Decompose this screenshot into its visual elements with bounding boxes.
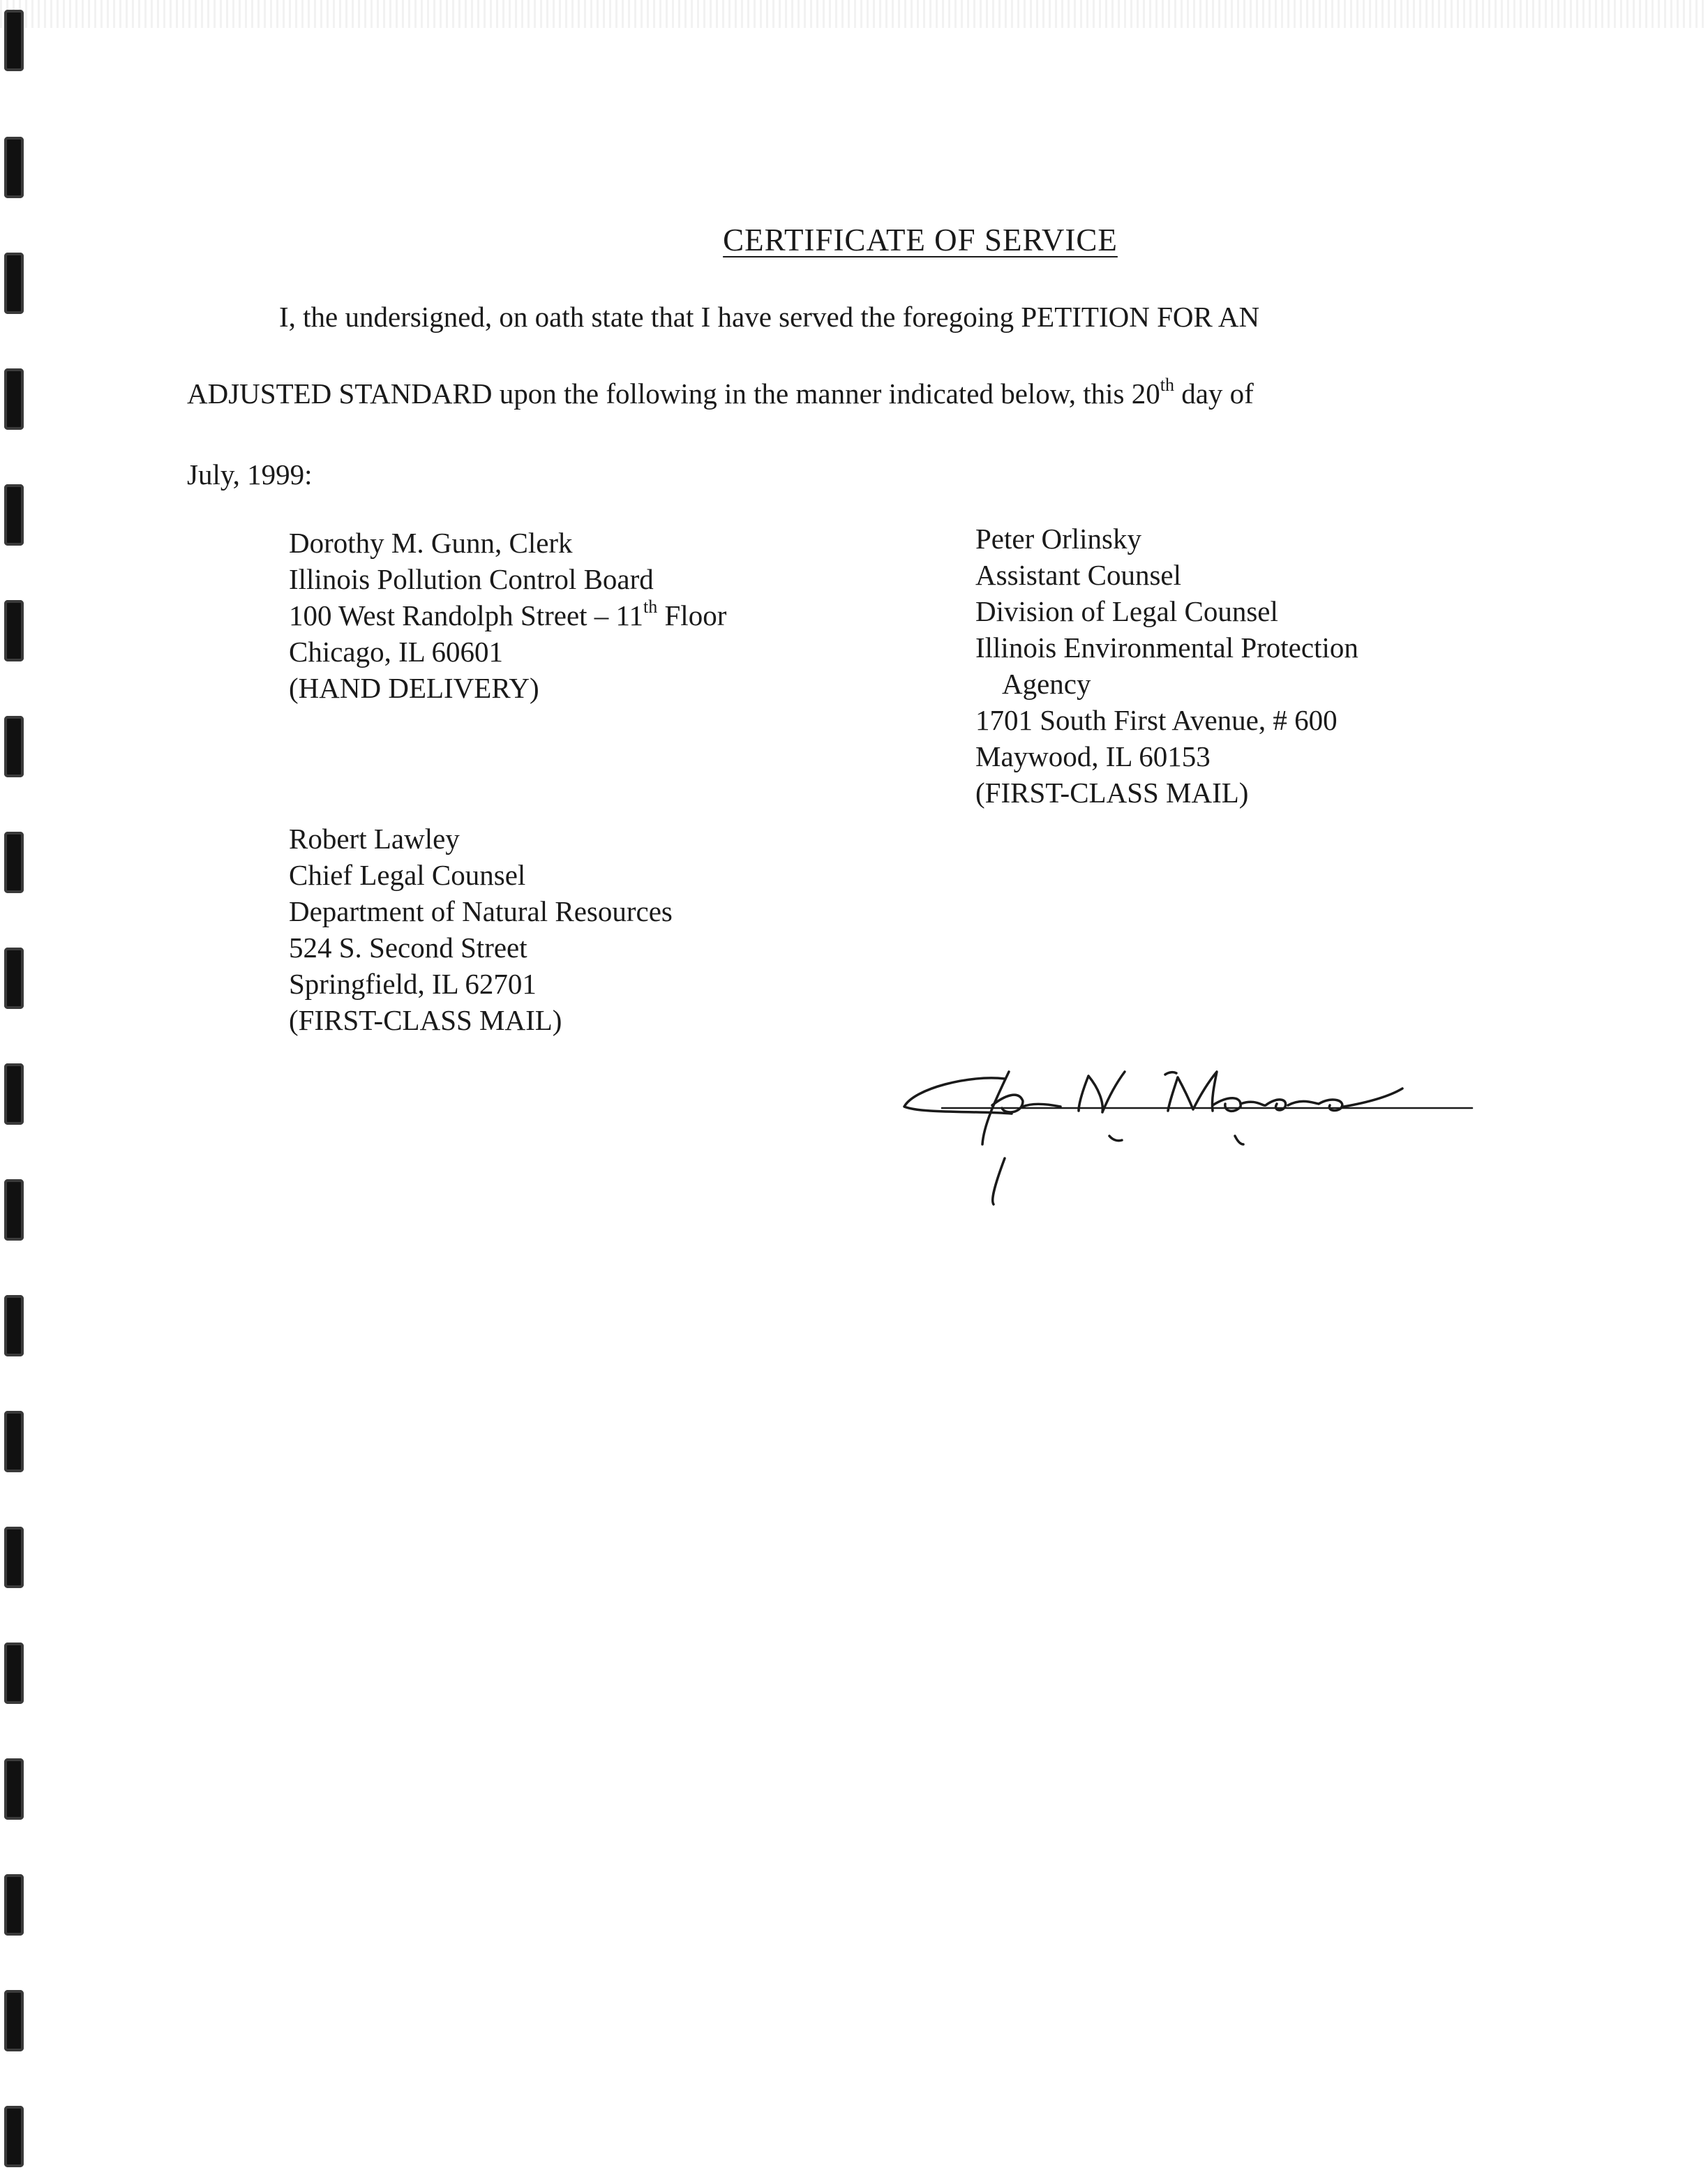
recipient-block-orlinsky	[975, 521, 1358, 811]
delivery-method: (FIRST-CLASS MAIL)	[975, 777, 1249, 809]
punch-hole	[4, 137, 24, 198]
recipient-title: Chief Legal Counsel	[289, 859, 526, 891]
ordinal-suffix: th	[643, 597, 658, 617]
punch-hole	[4, 1295, 24, 1356]
recipient-address	[289, 597, 726, 634]
body-text: ADJUSTED STANDARD upon the following in the manner indicated below, this 20	[187, 377, 1160, 410]
punch-hole	[4, 1063, 24, 1125]
recipient-city: Maywood, IL 60153	[975, 740, 1211, 772]
recipient-address: 524 S. Second Street	[289, 932, 527, 964]
recipient-division: Division of Legal Counsel	[975, 595, 1278, 627]
recipient-city: Chicago, IL 60601	[289, 636, 504, 668]
scan-noise	[0, 0, 1708, 28]
punch-hole	[4, 1411, 24, 1472]
binder-punch-holes	[4, 0, 28, 2177]
service-date: July, 1999:	[187, 458, 313, 491]
punch-hole	[4, 600, 24, 661]
punch-hole	[4, 1990, 24, 2051]
body-line-2	[187, 377, 1254, 410]
body-line-3	[187, 458, 313, 491]
body-text: day of	[1174, 377, 1254, 410]
recipient-city: Springfield, IL 62701	[289, 968, 537, 1000]
punch-hole	[4, 2106, 24, 2167]
punch-hole	[4, 716, 24, 777]
delivery-method: (FIRST-CLASS MAIL)	[289, 1004, 562, 1036]
document-title: CERTIFICATE OF SERVICE	[723, 223, 1118, 257]
recipient-org: Illinois Pollution Control Board	[289, 563, 654, 595]
delivery-method: (HAND DELIVERY)	[289, 672, 539, 704]
body-line-1	[279, 300, 1259, 334]
punch-hole	[4, 1874, 24, 1936]
body-text: I, the undersigned, on oath state that I have served the foregoing PETITION FOR AN	[279, 301, 1260, 333]
punch-hole	[4, 1758, 24, 1820]
punch-hole	[4, 253, 24, 314]
punch-hole	[4, 832, 24, 893]
recipient-name: Robert Lawley	[289, 823, 460, 855]
recipient-block-lawley	[289, 821, 673, 1038]
recipient-org: Illinois Environmental Protection	[975, 631, 1358, 664]
punch-hole	[4, 484, 24, 546]
recipient-address: 1701 South First Avenue, # 600	[975, 704, 1338, 736]
punch-hole	[4, 368, 24, 430]
recipient-title: Assistant Counsel	[975, 559, 1181, 591]
punch-hole	[4, 1527, 24, 1588]
recipient-name: Dorothy M. Gunn, Clerk	[289, 527, 573, 559]
punch-hole	[4, 948, 24, 1009]
recipient-name: Peter Orlinsky	[975, 523, 1141, 555]
recipient-block-gunn	[289, 525, 726, 706]
handwritten-signature	[900, 1047, 1486, 1207]
recipient-org: Department of Natural Resources	[289, 895, 673, 927]
recipient-org-continued: Agency	[1002, 668, 1091, 700]
ordinal-suffix: th	[1160, 375, 1174, 395]
address-text: 100 West Randolph Street – 11	[289, 599, 644, 631]
address-text: Floor	[657, 599, 727, 631]
punch-hole	[4, 10, 24, 71]
punch-hole	[4, 1643, 24, 1704]
punch-hole	[4, 1179, 24, 1241]
